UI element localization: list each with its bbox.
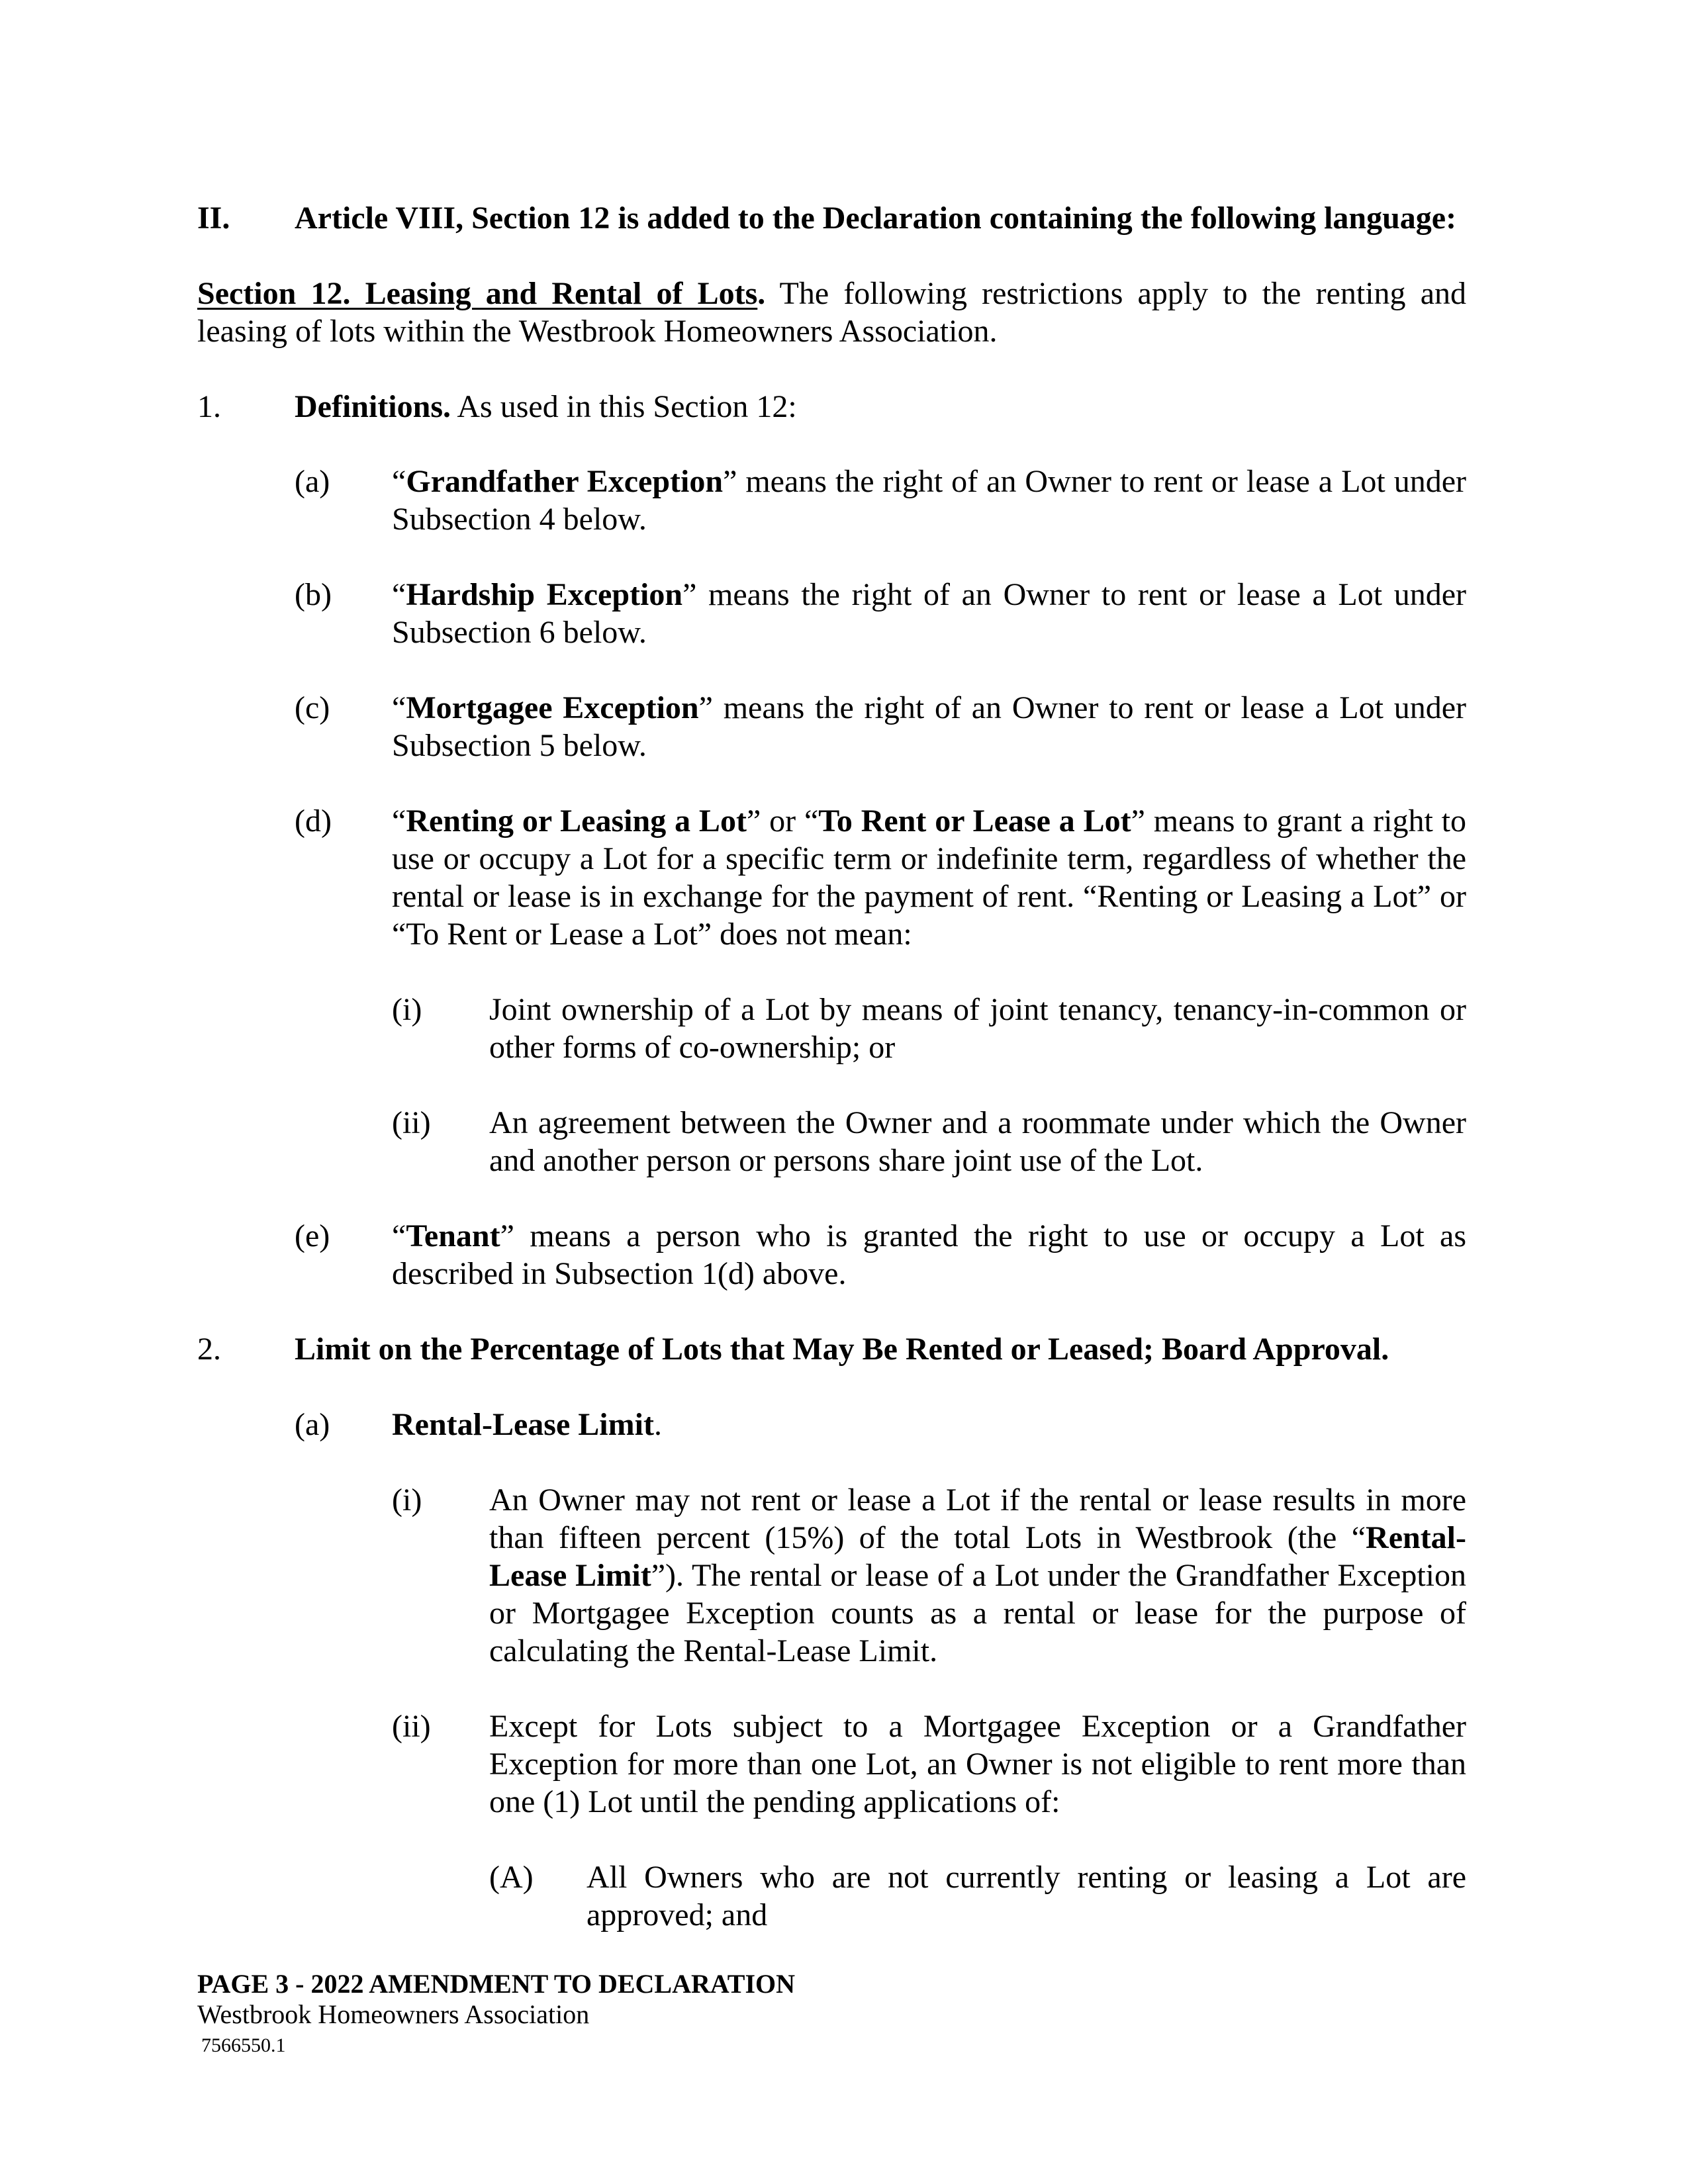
definition-d-label: (d) xyxy=(295,803,332,839)
footer-association-name: Westbrook Homeowners Association xyxy=(197,1999,590,2029)
clause-2a-i-line-4: or Mortgagee Exception counts as a rental or lease for the purpose of xyxy=(489,1596,1466,1631)
clause-2a-ii-line-3: one (1) Lot until the pending applications of: xyxy=(489,1784,1060,1819)
definitions-heading: Definitions. xyxy=(295,389,451,424)
quote-open: “ xyxy=(392,1218,406,1253)
article-heading: Article VIII, Section 12 is added to the Declaration containing the following language: xyxy=(295,201,1457,236)
quote-open: “ xyxy=(392,464,406,499)
clause-2a-i-label: (i) xyxy=(392,1482,422,1518)
definition-c-line-1 xyxy=(392,689,1466,727)
quote-open: “ xyxy=(392,690,406,725)
rental-lease-limit-term-part-1: Rental- xyxy=(1366,1520,1466,1555)
clause-2a-ii-A-label: (A) xyxy=(489,1860,534,1895)
heading-period: . xyxy=(653,1407,662,1442)
definition-a-line-2: Subsection 4 below. xyxy=(392,502,647,537)
definition-a-text: ” means the right of an Owner to rent or lease a Lot under xyxy=(723,464,1466,499)
clause-2a-i-line-1: An Owner may not rent or lease a Lot if the rental or lease results in more xyxy=(489,1482,1466,1518)
to-rent-or-lease-term: To Rent or Lease a Lot xyxy=(818,803,1131,839)
hardship-exception-term: Hardship Exception xyxy=(406,577,683,612)
clause-2a-ii-A-line-1: All Owners who are not currently renting or leasing a Lot are xyxy=(586,1860,1466,1895)
definition-e-line-2: described in Subsection 1(d) above. xyxy=(392,1256,847,1291)
definition-b-label: (b) xyxy=(295,577,332,612)
definition-d-i-line-1: Joint ownership of a Lot by means of joint tenancy, tenancy-in-common or xyxy=(489,992,1466,1027)
grandfather-exception-term: Grandfather Exception xyxy=(406,464,724,499)
definition-d-ii-line-2: and another person or persons share joint use of the Lot. xyxy=(489,1143,1203,1178)
definition-a-label: (a) xyxy=(295,464,330,499)
tenant-term: Tenant xyxy=(406,1218,500,1253)
subsection-2a-label: (a) xyxy=(295,1407,330,1442)
section-heading: Section 12. Leasing and Rental of Lots xyxy=(197,276,758,311)
definition-d-i-label: (i) xyxy=(392,992,422,1027)
definition-e-text: ” means a person who is granted the right to use or occupy a Lot as xyxy=(500,1218,1466,1253)
definition-d-ii-label: (ii) xyxy=(392,1105,431,1140)
subsection-1-number: 1. xyxy=(197,389,221,424)
subsection-2-heading: Limit on the Percentage of Lots that May Be Rented or Leased; Board Approval. xyxy=(295,1332,1389,1367)
definition-b-line-1 xyxy=(392,576,1466,614)
section-intro-text: The following restrictions apply to the renting and xyxy=(779,276,1466,311)
definition-d-i-line-2: other forms of co-ownership; or xyxy=(489,1030,896,1065)
definition-e-line-1 xyxy=(392,1217,1466,1255)
rental-lease-limit-heading: Rental-Lease Limit xyxy=(392,1407,654,1442)
section-intro-line-1 xyxy=(197,275,1466,312)
subsection-1-heading-line xyxy=(295,388,1466,426)
rental-lease-limit-term-part-2: Lease Limit xyxy=(489,1558,651,1593)
definition-c-text: ” means the right of an Owner to rent or lease a Lot under xyxy=(698,690,1466,725)
definition-d-line-2: use or occupy a Lot for a specific term or indefinite term, regardless of whether the xyxy=(392,841,1466,876)
clause-2a-ii-label: (ii) xyxy=(392,1709,431,1744)
definition-e-label: (e) xyxy=(295,1218,330,1253)
definition-d-ii-line-1: An agreement between the Owner and a roommate under which the Owner xyxy=(489,1105,1466,1140)
clause-2a-i-line-3 xyxy=(489,1557,1466,1594)
quote-connector: ” or “ xyxy=(746,803,819,839)
clause-2a-ii-line-1: Except for Lots subject to a Mortgagee Exception or a Grandfather xyxy=(489,1709,1466,1744)
definition-d-line-4: “To Rent or Lease a Lot” does not mean: xyxy=(392,917,912,952)
article-number: II. xyxy=(197,201,230,236)
definition-c-line-2: Subsection 5 below. xyxy=(392,728,647,763)
definition-b-line-2: Subsection 6 below. xyxy=(392,615,647,650)
clause-2a-i-line-5: calculating the Rental-Lease Limit. xyxy=(489,1633,938,1668)
definition-c-label: (c) xyxy=(295,690,330,725)
clause-2a-ii-line-2: Exception for more than one Lot, an Owner is not eligible to rent more than xyxy=(489,1747,1466,1782)
mortgagee-exception-term: Mortgagee Exception xyxy=(406,690,699,725)
definitions-intro: As used in this Section 12: xyxy=(451,389,797,424)
subsection-2-number: 2. xyxy=(197,1332,221,1367)
definition-a-line-1 xyxy=(392,463,1466,500)
renting-or-leasing-term: Renting or Leasing a Lot xyxy=(406,803,747,839)
clause-2a-i-line-2 xyxy=(489,1519,1466,1557)
footer-page-title: PAGE 3 - 2022 AMENDMENT TO DECLARATION xyxy=(197,1969,796,1999)
footer-document-number: 7566550.1 xyxy=(201,2034,286,2056)
definition-d-text: ” means to grant a right to xyxy=(1131,803,1467,839)
definition-d-line-1 xyxy=(392,802,1466,840)
clause-2a-i-text: than fifteen percent (15%) of the total Lots in Westbrook (the “ xyxy=(489,1520,1366,1555)
section-heading-period: . xyxy=(757,276,766,311)
clause-2a-i-text-cont: ”). The rental or lease of a Lot under the Grandfather Exception xyxy=(651,1558,1466,1593)
definition-b-text: ” means the right of an Owner to rent or lease a Lot under xyxy=(682,577,1466,612)
section-intro-line-2: leasing of lots within the Westbrook Homeowners Association. xyxy=(197,314,998,349)
clause-2a-ii-A-line-2: approved; and xyxy=(586,1897,768,1933)
definition-d-line-3: rental or lease is in exchange for the payment of rent. “Renting or Leasing a Lot” or xyxy=(392,879,1466,914)
subsection-2a-heading-line xyxy=(392,1406,1466,1443)
quote-open: “ xyxy=(392,577,406,612)
quote-open: “ xyxy=(392,803,406,839)
